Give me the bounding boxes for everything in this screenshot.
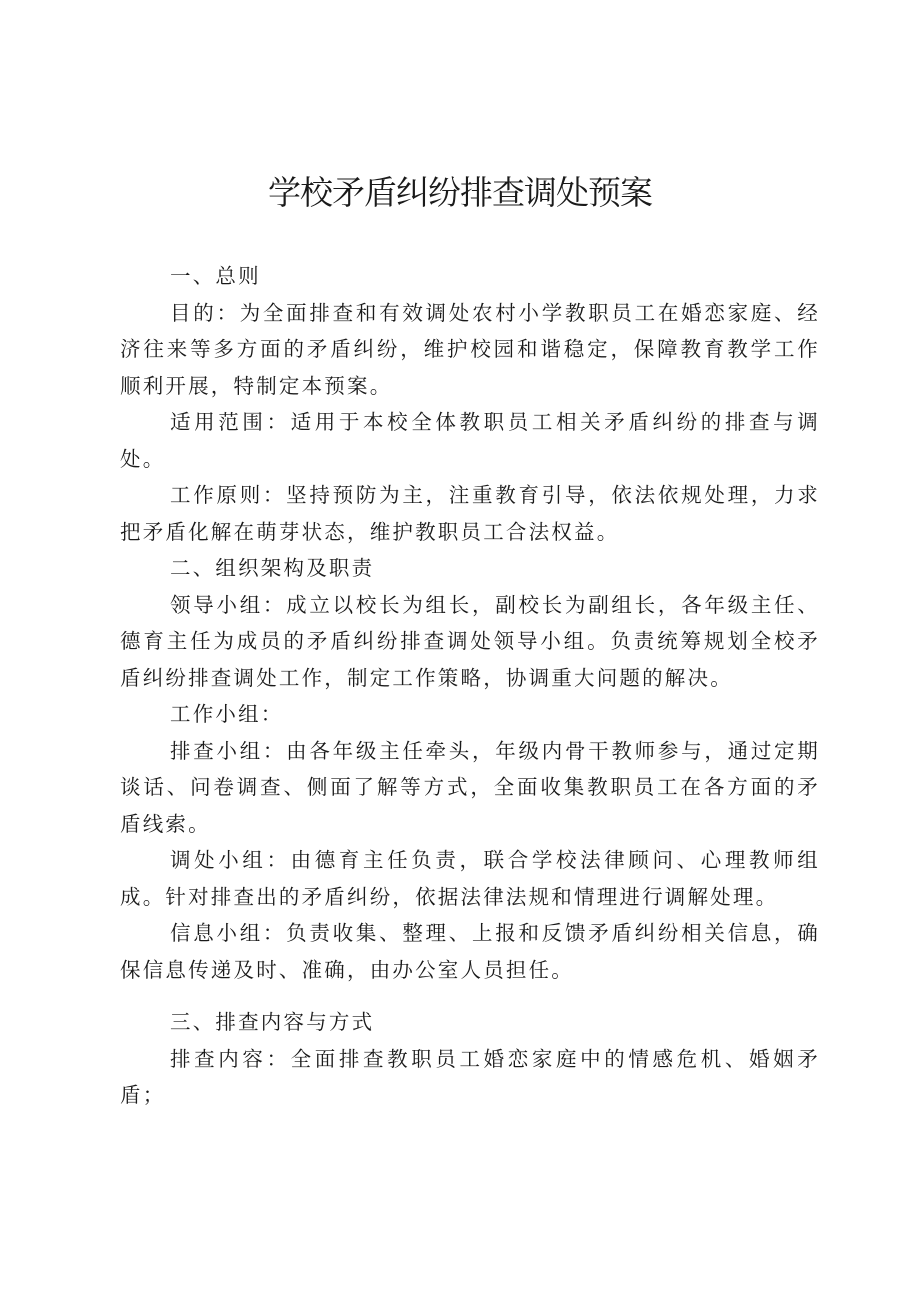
section-heading-investigation: 三、排查内容与方式 (170, 1010, 375, 1034)
section-heading-general: 一、总则 (170, 264, 261, 288)
paragraph-investigation-group: 排查小组：由各年级主任牵头，年级内骨干教师参与，通过定期谈话、问卷调查、侧面了解等方式，全面收集教职员工在各方面的矛盾线索。 (120, 738, 820, 836)
paragraph-scope: 适用范围：适用于本校全体教职员工相关矛盾纠纷的排查与调处。 (120, 410, 820, 471)
section-heading-organization: 二、组织架构及职责 (170, 556, 375, 580)
paragraph-investigation-content: 排查内容：全面排查教职员工婚恋家庭中的情感危机、婚姻矛盾； (120, 1046, 820, 1107)
document-body (120, 258, 820, 1114)
paragraph-principles: 工作原则：坚持预防为主，注重教育引导，依法依规处理，力求把矛盾化解在萌芽状态，维护教职员工合法权益。 (120, 483, 820, 544)
paragraph-leadership-group: 领导小组：成立以校长为组长，副校长为副组长，各年级主任、德育主任为成员的矛盾纠纷排查调处领导小组。负责统筹规划全校矛盾纠纷排查调处工作，制定工作策略，协调重大问题的解决。 (120, 592, 820, 690)
paragraph-working-group: 工作小组： (170, 702, 284, 726)
paragraph-purpose: 目的：为全面排查和有效调处农村小学教职员工在婚恋家庭、经济往来等多方面的矛盾纠纷，维护校园和谐稳定，保障教育教学工作顺利开展，特制定本预案。 (120, 300, 820, 398)
paragraph-mediation-group: 调处小组：由德育主任负责，联合学校法律顾问、心理教师组成。针对排查出的矛盾纠纷，依据法律法规和情理进行调解处理。 (120, 848, 820, 909)
document-title: 学校矛盾纠纷排查调处预案 (268, 173, 652, 212)
paragraph-information-group: 信息小组：负责收集、整理、上报和反馈矛盾纠纷相关信息，确保信息传递及时、准确，由办公室人员担任。 (120, 921, 820, 982)
